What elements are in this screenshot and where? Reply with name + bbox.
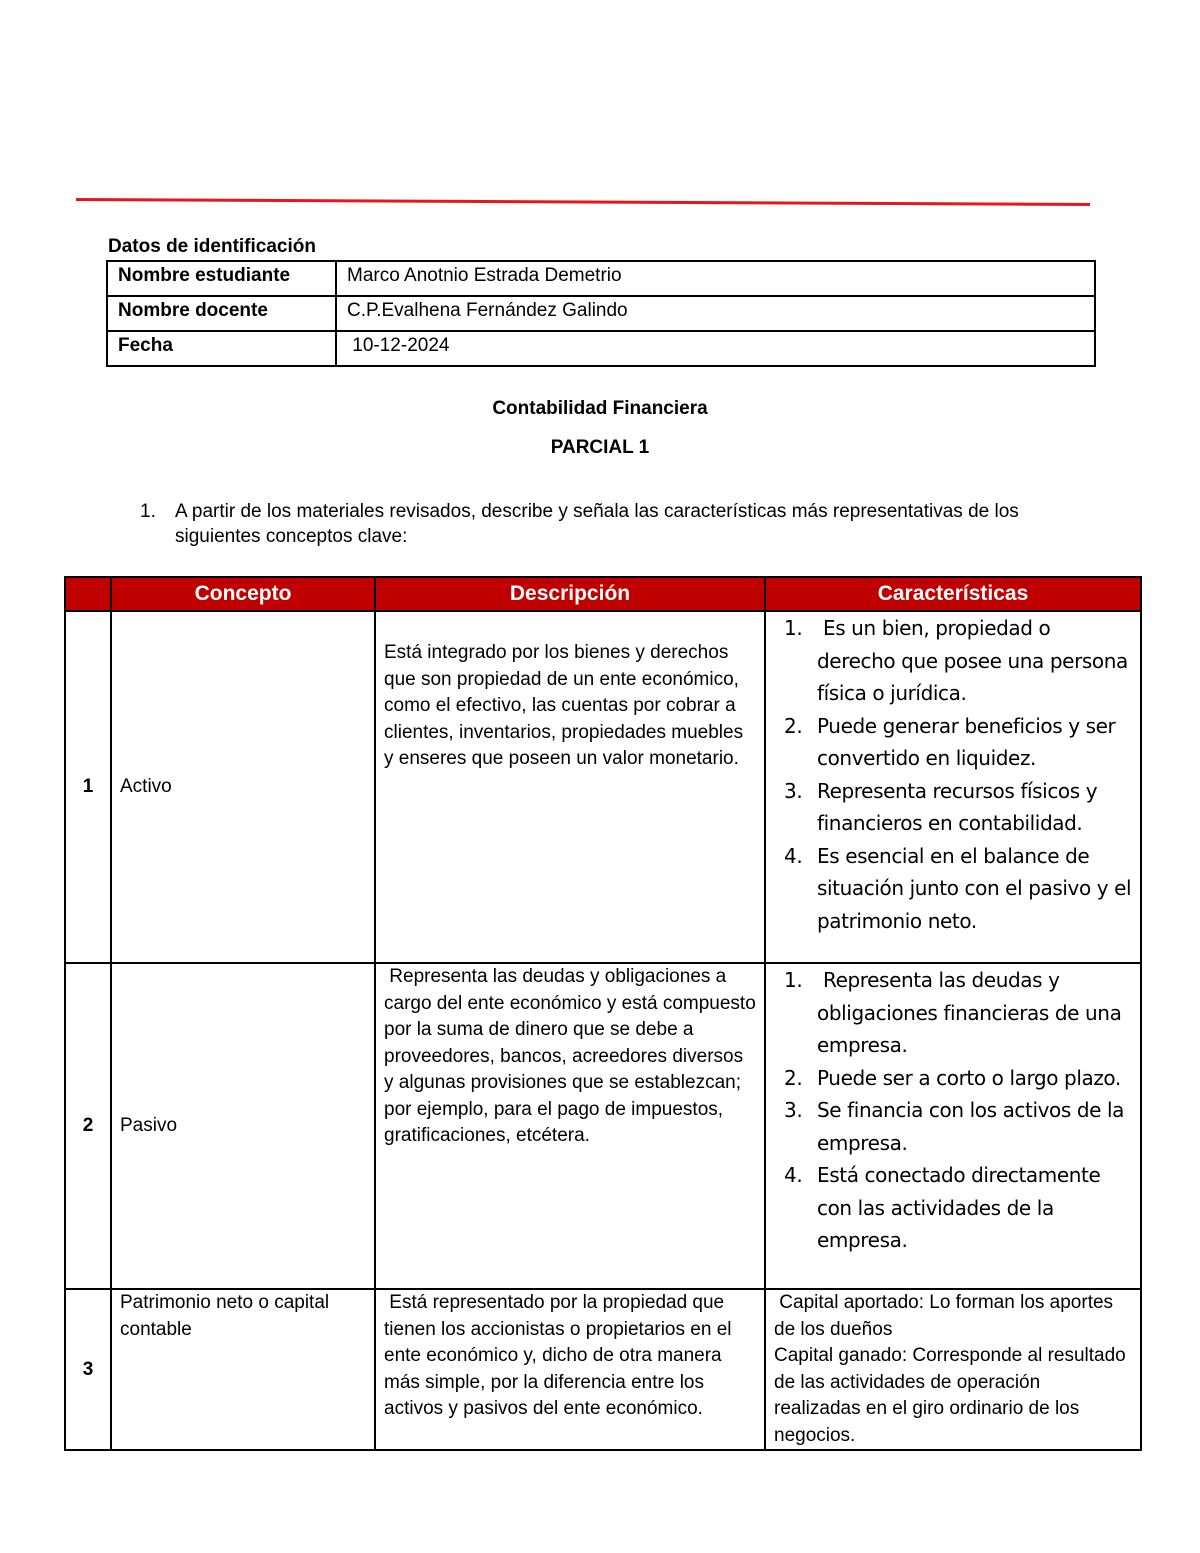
characteristic-number: 3.: [784, 1098, 803, 1122]
table-row: [65, 963, 1141, 1289]
table-header-row: [65, 577, 1141, 611]
row-characteristics: [765, 963, 1141, 1289]
id-label: Fecha: [107, 331, 336, 366]
row-number: 1: [65, 611, 111, 963]
header-number: [65, 577, 111, 611]
row-description: Está integrado por los bienes y derechos que son propiedad de un ente económico, como el efectivo, las cuentas por cobrar a clientes, inventarios, propiedades muebles y enseres que poseen un valor monetario.: [375, 611, 765, 963]
characteristic-line: Capital ganado: Corresponde al resultado de las actividades de operación realizadas en el giro ordinario de los negocios.: [774, 1345, 1126, 1446]
characteristic-number: 2.: [784, 713, 803, 738]
characteristic-line: Capital aportado: Lo forman los aportes de los dueños: [774, 1292, 1119, 1340]
id-row-date: [107, 331, 1095, 366]
row-characteristics: [765, 611, 1141, 963]
row-concept: Patrimonio neto o capital contable: [111, 1289, 375, 1450]
characteristic-number: 4.: [784, 1163, 803, 1187]
characteristic-text: Puede ser a corto o largo plazo.: [817, 1065, 1121, 1090]
question-text: A partir de los materiales revisados, describe y señala las características más representativas de los siguientes conceptos clave:: [175, 501, 1019, 547]
row-concept: Pasivo: [111, 963, 375, 1289]
row-number: 3: [65, 1289, 111, 1450]
characteristic-text: Puede generar beneficios y ser convertido en liquidez.: [817, 713, 1116, 770]
document-title: Contabilidad Financiera: [492, 398, 708, 419]
characteristic-number: 1.: [784, 616, 803, 640]
characteristic-item: [774, 964, 1132, 1062]
id-label: Nombre docente: [107, 296, 336, 331]
characteristic-item: [774, 1159, 1132, 1257]
id-label: Nombre estudiante: [107, 261, 336, 296]
characteristic-text: Se financia con los activos de la empresa.: [817, 1098, 1125, 1155]
characteristic-item: [774, 775, 1132, 840]
characteristic-item: [774, 1062, 1132, 1095]
characteristic-item: [774, 1094, 1132, 1159]
id-row-student: [107, 261, 1095, 296]
characteristic-text: Está conectado directamente con las actividades de la empresa.: [817, 1163, 1101, 1252]
characteristic-number: 3.: [784, 778, 803, 803]
header-characteristics: Características: [765, 577, 1141, 611]
header-concept: Concepto: [111, 577, 375, 611]
header-description: Descripción: [375, 577, 765, 611]
identification-heading: Datos de identificación: [108, 236, 316, 257]
row-description: Representa las deudas y obligaciones a cargo del ente económico y está compuesto por la suma de dinero que se debe a proveedores, bancos, acreedores diversos y algunas provisiones que se establezcan; por ejemplo, para el pago de impuestos, gratificaciones, etcétera.: [375, 963, 765, 1289]
characteristic-number: 1.: [784, 968, 803, 992]
characteristic-number: 2.: [784, 1065, 803, 1090]
row-concept: Activo: [111, 611, 375, 963]
id-value: Marco Anotnio Estrada Demetrio: [336, 261, 1095, 296]
row-characteristics: [765, 1289, 1141, 1450]
characteristic-text: Representa las deudas y obligaciones financieras de una empresa.: [817, 968, 1128, 1057]
characteristic-text: Es esencial en el balance de situación junto con el pasivo y el patrimonio neto.: [817, 843, 1132, 933]
characteristic-item: [774, 612, 1132, 710]
identification-table: [106, 260, 1096, 367]
question-1: [140, 499, 1100, 549]
concepts-table: [64, 576, 1142, 1451]
id-value: 10-12-2024: [336, 331, 1095, 366]
characteristic-text: Representa recursos físicos y financieros en contabilidad.: [817, 778, 1098, 835]
id-row-teacher: [107, 296, 1095, 331]
characteristic-text: Es un bien, propiedad o derecho que posee una persona física o jurídica.: [817, 616, 1134, 705]
table-row: [65, 611, 1141, 963]
row-description: Está representado por la propiedad que tienen los accionistas o propietarios en el ente económico y, dicho de otra manera más simple, por la diferencia entre los activos y pasivos del ente económico.: [375, 1289, 765, 1450]
characteristic-item: [774, 710, 1132, 775]
row-number: 2: [65, 963, 111, 1289]
red-divider-line: [76, 198, 1090, 206]
document-partial: PARCIAL 1: [550, 437, 650, 458]
question-number: 1.: [140, 501, 156, 522]
id-value: C.P.Evalhena Fernández Galindo: [336, 296, 1095, 331]
table-row: [65, 1289, 1141, 1450]
characteristic-number: 4.: [784, 843, 803, 868]
characteristic-item: [774, 840, 1132, 938]
